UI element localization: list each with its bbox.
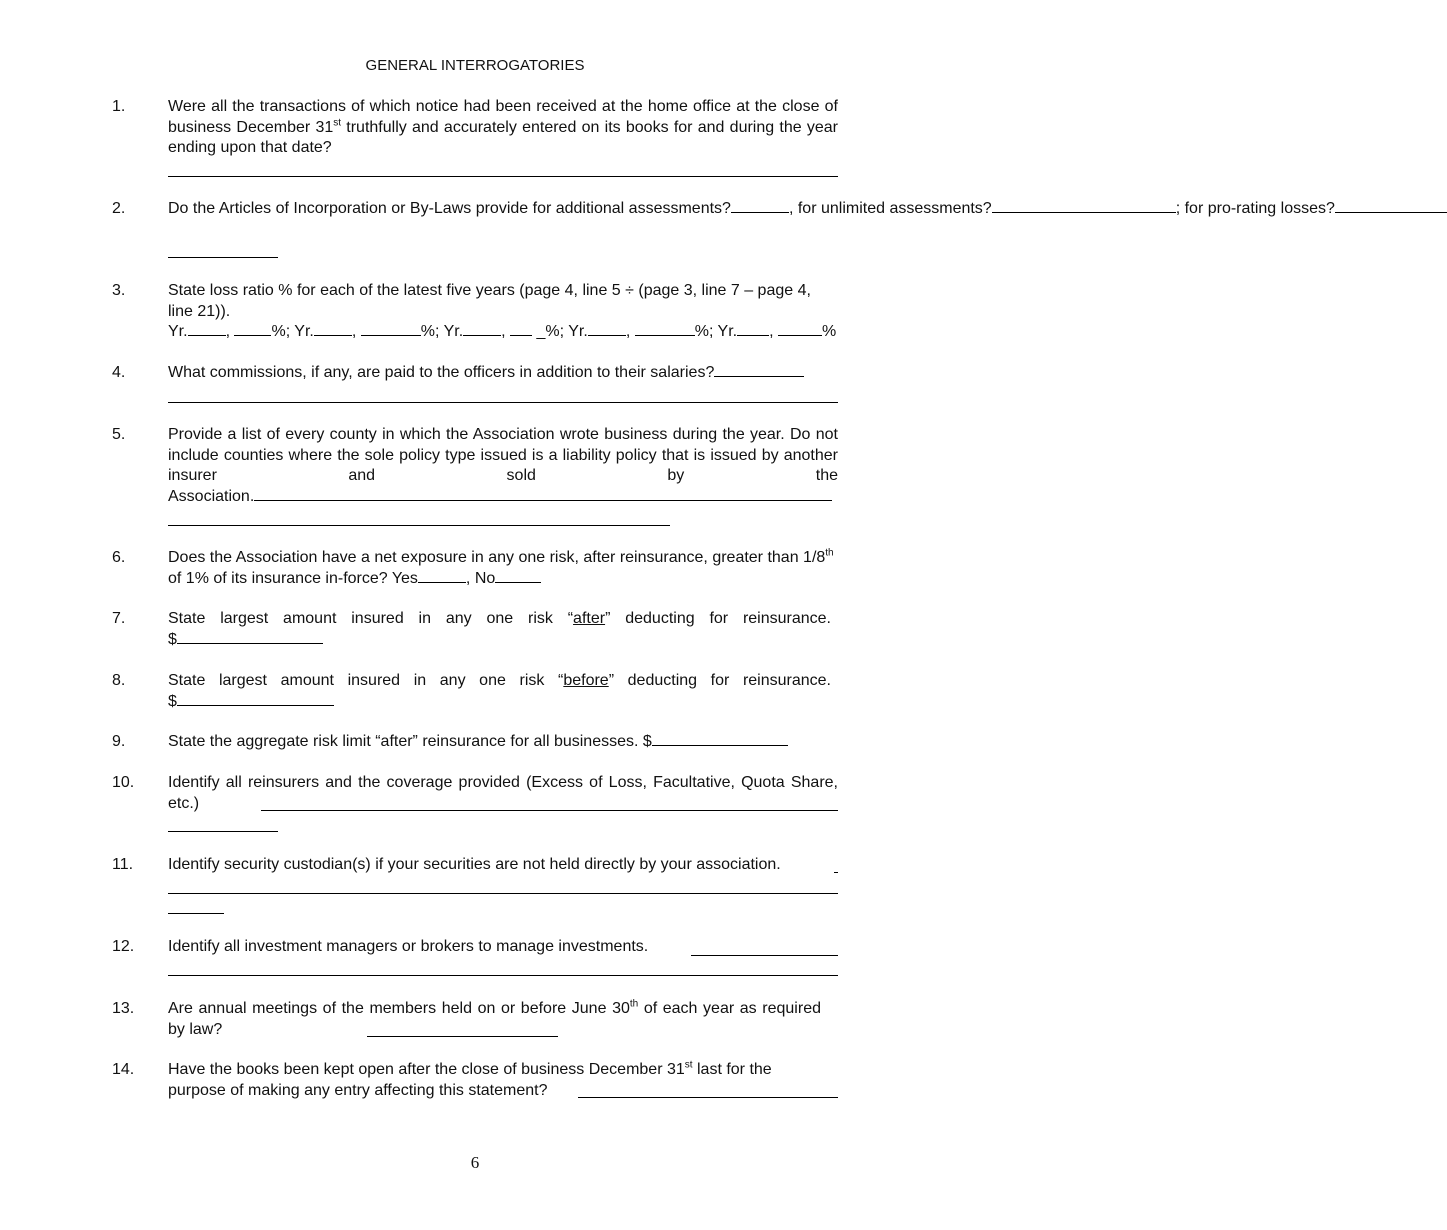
largest-after-amount-blank[interactable] xyxy=(177,630,323,644)
question-2-text: Do the Articles of Incorporation or By-Laws provide for additional assessments? , for unlimited assessments? ; for pro-rating losses? xyxy=(168,199,838,220)
question-number-4: 4. xyxy=(112,364,126,381)
books-open-blank[interactable] xyxy=(578,1097,838,1098)
ratio-5-blank[interactable] xyxy=(778,322,822,336)
answer-line-11a[interactable] xyxy=(168,893,838,894)
question-number-9: 9. xyxy=(112,733,126,750)
year-2-blank[interactable] xyxy=(314,322,352,336)
answer-line-11b[interactable] xyxy=(168,913,224,914)
question-number-12: 12. xyxy=(112,938,135,955)
page-title: GENERAL INTERROGATORIES xyxy=(365,57,585,74)
ratio-4-blank[interactable] xyxy=(635,322,695,336)
largest-before-amount-blank[interactable] xyxy=(177,692,334,706)
annual-meetings-blank[interactable] xyxy=(367,1036,558,1037)
year-3-blank[interactable] xyxy=(463,322,501,336)
unlimited-assessments-blank[interactable] xyxy=(992,199,1176,213)
question-number-3: 3. xyxy=(112,282,126,299)
answer-line-4[interactable] xyxy=(168,402,838,403)
question-7-text: State largest amount insured in any one risk “after” deducting for reinsurance. $ xyxy=(168,610,831,648)
question-number-2: 2. xyxy=(112,200,126,217)
question-12-text: Identify all investment managers or brokers to manage investments. xyxy=(168,938,649,955)
reinsurers-blank[interactable] xyxy=(261,810,838,811)
loss-ratio-row: Yr. , %; Yr. , %; Yr. , _%; Yr. , %; Yr. , % xyxy=(168,323,837,341)
counties-blank[interactable] xyxy=(254,487,832,501)
ratio-1-blank[interactable] xyxy=(234,322,271,336)
question-number-7: 7. xyxy=(112,610,126,627)
question-13-text: Are annual meetings of the members held on or before June 30th of each year as required by law? xyxy=(168,998,821,1038)
ratio-3-blank[interactable] xyxy=(510,322,532,336)
answer-line-2[interactable] xyxy=(168,257,278,258)
answer-line-10[interactable] xyxy=(168,831,278,832)
additional-assessments-blank[interactable] xyxy=(731,199,789,213)
yes-blank[interactable] xyxy=(418,569,466,583)
commissions-blank[interactable] xyxy=(714,363,804,377)
no-blank[interactable] xyxy=(495,569,541,583)
question-number-6: 6. xyxy=(112,549,126,566)
year-4-blank[interactable] xyxy=(588,322,626,336)
custodian-blank[interactable] xyxy=(834,872,838,873)
question-number-5: 5. xyxy=(112,426,126,443)
question-14-text: Have the books been kept open after the close of business December 31st last for the purpose of making any entry affecting this statement? xyxy=(168,1059,772,1099)
aggregate-limit-blank[interactable] xyxy=(652,732,788,746)
question-4-text: What commissions, if any, are paid to the officers in addition to their salaries? xyxy=(168,363,838,384)
question-number-14: 14. xyxy=(112,1061,135,1078)
page-number: 6 xyxy=(470,1153,480,1172)
question-10-text: Identify all reinsurers and the coverage provided (Excess of Loss, Facultative, Quota Share, etc.) xyxy=(168,774,838,812)
question-3-text: State loss ratio % for each of the latest five years (page 4, line 5 ÷ (page 3, line 7 – page 4, line 21)). Yr. , %; Yr. , %; Yr. , _%; Yr. , %; Yr. , % xyxy=(168,281,838,343)
answer-line-12[interactable] xyxy=(168,975,838,976)
ratio-2-blank[interactable] xyxy=(361,322,421,336)
question-8-text: State largest amount insured in any one risk “before” deducting for reinsurance. $ xyxy=(168,672,831,710)
question-6-text: Does the Association have a net exposure in any one risk, after reinsurance, greater than 1/8th of 1% of its insurance in-force? Yes , No xyxy=(168,547,834,587)
question-number-8: 8. xyxy=(112,672,126,689)
question-11-text: Identify security custodian(s) if your securities are not held directly by your association. xyxy=(168,856,781,873)
answer-line-5[interactable] xyxy=(168,525,670,526)
pro-rating-losses-blank[interactable] xyxy=(1335,199,1447,213)
question-5-text: Provide a list of every county in which the Association wrote business during the year. Do not include counties where the sole policy type issued is a liability policy that is issued by another insurer and sold by the Association. xyxy=(168,426,838,505)
investment-managers-blank[interactable] xyxy=(691,955,838,956)
question-number-1: 1. xyxy=(112,98,126,115)
question-9-text: State the aggregate risk limit “after” reinsurance for all businesses. $ xyxy=(168,732,838,753)
question-number-13: 13. xyxy=(112,1000,135,1017)
year-1-blank[interactable] xyxy=(188,322,226,336)
answer-line-1[interactable] xyxy=(168,176,838,177)
question-number-11: 11. xyxy=(112,856,134,873)
question-1-text: Were all the transactions of which notice had been received at the home office at the close of business December 31st truthfully and accurately entered on its books for and during the year ending upon that date? xyxy=(168,98,839,157)
year-5-blank[interactable] xyxy=(737,322,769,336)
question-number-10: 10. xyxy=(112,774,135,791)
